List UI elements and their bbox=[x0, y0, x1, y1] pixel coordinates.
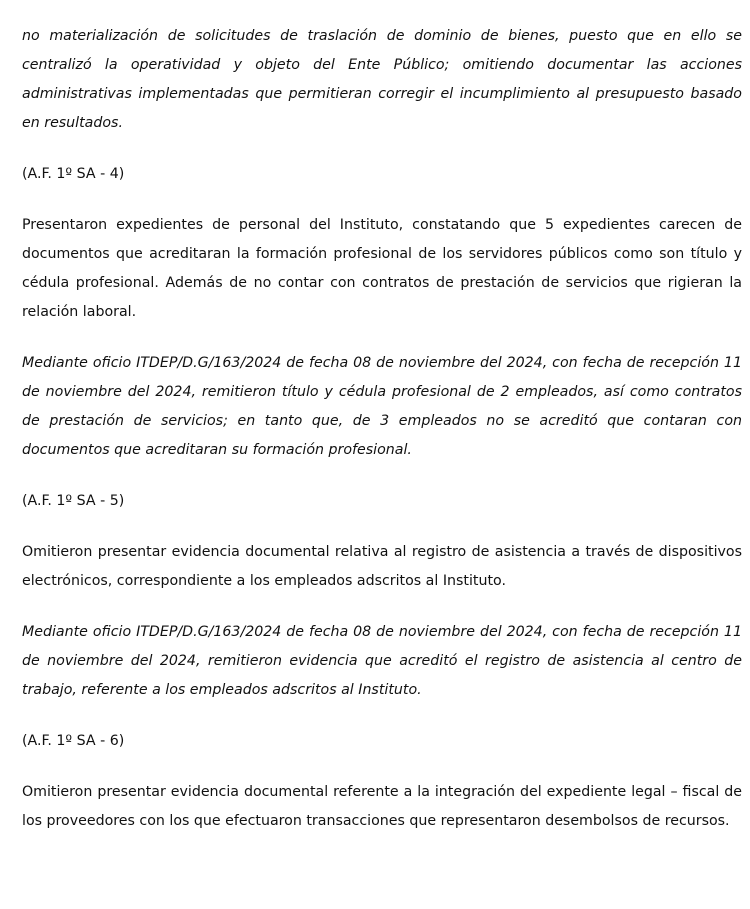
reference-af-sa-5: (A.F. 1º SA - 5) bbox=[22, 493, 125, 509]
reference-af-sa-4: (A.F. 1º SA - 4) bbox=[22, 166, 125, 182]
paragraph-response-attendance: Mediante oficio ITDEP/D.G/163/2024 de fecha 08 de noviembre del 2024, con fecha de recepción 11 de noviembre del 2024, remitieron evidencia que acreditó el registro de asistencia al centro de trabajo, referente a los empleados adscritos al Instituto. bbox=[22, 624, 742, 698]
paragraph-finding-attendance: Omitieron presentar evidencia documental relativa al registro de asistencia a través de dispositivos electrónicos, correspondiente a los empleados adscritos al Instituto. bbox=[22, 544, 742, 589]
paragraph-finding-suppliers: Omitieron presentar evidencia documental referente a la integración del expediente legal – fiscal de los proveedores con los que efectuaron transacciones que representaron desembolsos de recursos. bbox=[22, 784, 742, 829]
paragraph-response-personnel-files: Mediante oficio ITDEP/D.G/163/2024 de fecha 08 de noviembre del 2024, con fecha de recepción 11 de noviembre del 2024, remitieron título y cédula profesional de 2 empleados, así como contratos de prestación de servicios; en tanto que, de 3 empleados no se acreditó que contaran con documentos que acreditaran su formación profesional. bbox=[22, 355, 742, 458]
paragraph-continuation: no materialización de solicitudes de traslación de dominio de bienes, puesto que en ello se centralizó la operatividad y objeto del Ente Público; omitiendo documentar las acciones administrativas implementadas que permitieran corregir el incumplimiento al presupuesto basado en resultados. bbox=[22, 28, 742, 131]
reference-af-sa-6: (A.F. 1º SA - 6) bbox=[22, 733, 125, 749]
paragraph-finding-personnel-files: Presentaron expedientes de personal del Instituto, constatando que 5 expedientes carecen de documentos que acreditaran la formación profesional de los servidores públicos como son título y cédula profesional. Además de no contar con contratos de prestación de servicios que rigieran la relación laboral. bbox=[22, 217, 742, 320]
